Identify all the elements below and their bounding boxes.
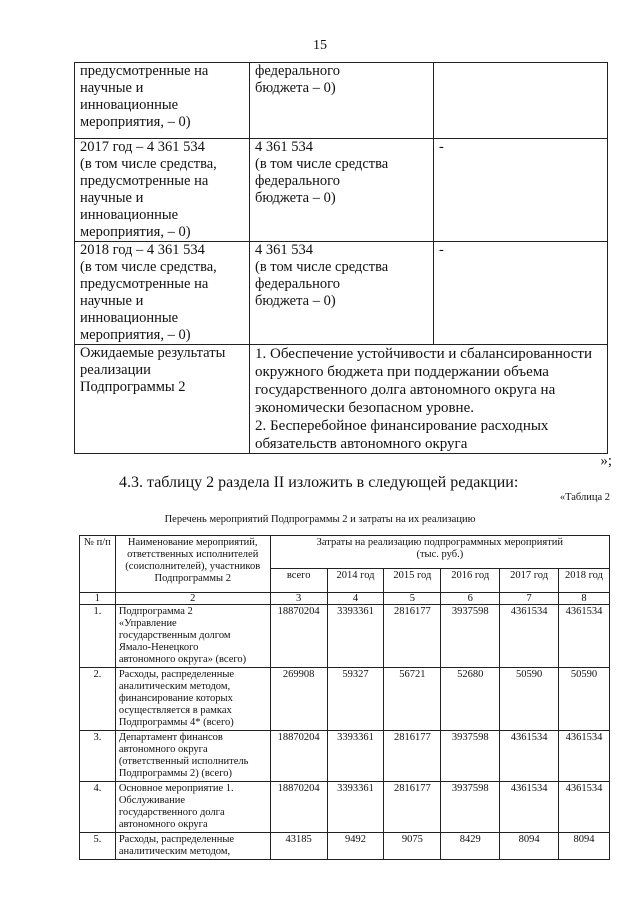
name-line: Расходы, распределенные: [118, 834, 235, 845]
header-line: Затраты на реализацию подпрограммных мероприятий: [316, 537, 564, 548]
cell-line: инновационные: [80, 310, 179, 326]
header-line: (тыс. руб.): [416, 549, 464, 560]
value-total: 269908: [270, 668, 327, 731]
header-line: (соисполнителей), участников: [125, 561, 261, 572]
cell-line: 2018 год – 4 361 534: [80, 242, 205, 258]
value-2017: 50590: [500, 668, 559, 731]
header-line: Подпрограммы 2: [154, 573, 231, 584]
funding-amount-cell: [250, 242, 434, 345]
row-name: [115, 731, 270, 782]
name-line: автономного округа: [118, 819, 208, 830]
column-index: 4: [327, 593, 384, 605]
table-row: [80, 668, 610, 731]
cell-line: 4 361 534: [255, 242, 313, 258]
value-2016: 8429: [441, 833, 500, 860]
value-total: 18870204: [270, 782, 327, 833]
value-total: 18870204: [270, 731, 327, 782]
value-2015: 2816177: [384, 731, 441, 782]
row-name: [115, 782, 270, 833]
row-num: 4.: [80, 782, 116, 833]
name-line: Подпрограммы 4* (всего): [118, 717, 234, 728]
name-line: финансирование которых: [118, 693, 233, 704]
cell-line: мероприятия, – 0): [80, 327, 191, 343]
column-index: 3: [270, 593, 327, 605]
cell-line: научные и: [80, 293, 144, 309]
column-index: 5: [384, 593, 441, 605]
cell-line: Ожидаемые результаты: [80, 345, 226, 361]
events-table: [79, 535, 610, 860]
result-line: государственного долга автономного округа на: [255, 382, 556, 398]
value-2017: 4361534: [500, 782, 559, 833]
row-num: 1.: [80, 605, 116, 668]
value-2015: 2816177: [384, 605, 441, 668]
value-2018: 50590: [559, 668, 610, 731]
cell-line: научные и: [80, 190, 144, 206]
column-index: 1: [80, 593, 116, 605]
cell-line: предусмотренные на: [80, 276, 209, 292]
passport-row: [75, 63, 608, 139]
name-line: государственным долгом: [118, 630, 231, 641]
funding-other-cell: [434, 139, 608, 242]
cell-line: (в том числе средства: [255, 259, 389, 275]
header-col-2014: 2014 год: [327, 569, 384, 593]
header-name: [115, 536, 270, 593]
closing-quote: »;: [600, 453, 612, 469]
value-2016: 3937598: [441, 605, 500, 668]
passport-table: [74, 62, 608, 454]
header-col-2018: 2018 год: [559, 569, 610, 593]
column-index-row: [80, 593, 610, 605]
cell-line: (в том числе средства: [255, 156, 389, 172]
header-row: [80, 536, 610, 569]
name-line: государственного долга: [118, 807, 225, 818]
table-label: «Таблица 2: [559, 492, 610, 503]
name-line: Департамент финансов: [118, 732, 223, 743]
cell-line: инновационные: [80, 207, 179, 223]
passport-row: [75, 242, 608, 345]
column-index: 8: [559, 593, 610, 605]
name-line: Подпрограмма 2: [118, 606, 193, 617]
cell-line: 2017 год – 4 361 534: [80, 139, 205, 155]
value-2015: 2816177: [384, 782, 441, 833]
cell-line: -: [439, 139, 444, 155]
row-name: [115, 605, 270, 668]
value-2018: 4361534: [559, 605, 610, 668]
row-name: [115, 833, 270, 860]
header-col-total: всего: [270, 569, 327, 593]
value-2014: 59327: [327, 668, 384, 731]
name-line: автономного округа» (всего): [118, 654, 247, 665]
value-2017: 4361534: [500, 605, 559, 668]
cell-line: реализации: [80, 362, 151, 378]
cell-line: Подпрограммы 2: [80, 379, 186, 395]
cell-line: предусмотренные на: [80, 173, 209, 189]
table-row: [80, 833, 610, 860]
header-costs: [270, 536, 609, 569]
header-col-2016: 2016 год: [441, 569, 500, 593]
cell-line: -: [439, 242, 444, 258]
cell-line: инновационные: [80, 97, 179, 113]
row-num: 5.: [80, 833, 116, 860]
cell-line: бюджета – 0): [255, 293, 336, 309]
result-line: обязательств автономного округа: [255, 436, 468, 452]
column-index: 6: [441, 593, 500, 605]
funding-other-cell: [434, 63, 608, 139]
cell-line: научные и: [80, 80, 144, 96]
name-line: Расходы, распределенные: [118, 669, 235, 680]
header-col-2015: 2015 год: [384, 569, 441, 593]
cell-line: федерального: [255, 63, 340, 79]
cell-line: 4 361 534: [255, 139, 313, 155]
value-2018: 8094: [559, 833, 610, 860]
row-num: 2.: [80, 668, 116, 731]
value-2014: 9492: [327, 833, 384, 860]
expected-results-row: [75, 345, 608, 454]
amendment-instruction: 4.3. таблицу 2 раздела II изложить в следующей редакции:: [119, 474, 519, 491]
cell-line: мероприятия, – 0): [80, 114, 191, 130]
value-total: 43185: [270, 833, 327, 860]
table-row: [80, 731, 610, 782]
cell-line: федерального: [255, 276, 340, 292]
column-index: 7: [500, 593, 559, 605]
cell-line: мероприятия, – 0): [80, 224, 191, 240]
name-line: Основное мероприятие 1.: [118, 783, 234, 794]
value-2014: 3393361: [327, 605, 384, 668]
passport-row: [75, 139, 608, 242]
funding-period-cell: [75, 63, 250, 139]
header-col-2017: 2017 год: [500, 569, 559, 593]
funding-period-cell: [75, 242, 250, 345]
row-num: 3.: [80, 731, 116, 782]
value-2018: 4361534: [559, 731, 610, 782]
name-line: Обслуживание: [118, 795, 186, 806]
header-line: ответственных исполнителей: [127, 549, 259, 560]
cell-line: (в том числе средства,: [80, 156, 217, 172]
value-2018: 4361534: [559, 782, 610, 833]
table-row: [80, 782, 610, 833]
name-line: аналитическим методом,: [118, 846, 231, 857]
funding-amount-cell: [250, 139, 434, 242]
cell-line: (в том числе средства,: [80, 259, 217, 275]
expected-results-label: [75, 345, 250, 454]
column-index: 2: [115, 593, 270, 605]
name-line: «Управление: [118, 618, 177, 629]
name-line: аналитическим методом,: [118, 681, 231, 692]
cell-line: бюджета – 0): [255, 190, 336, 206]
value-2017: 4361534: [500, 731, 559, 782]
result-line: 2. Бесперебойное финансирование расходных: [255, 418, 549, 434]
table-row: [80, 605, 610, 668]
expected-results-text: [250, 345, 608, 454]
name-line: автономного округа: [118, 744, 208, 755]
name-line: осуществляется в рамках: [118, 705, 232, 716]
value-2016: 3937598: [441, 731, 500, 782]
value-total: 18870204: [270, 605, 327, 668]
value-2016: 52680: [441, 668, 500, 731]
value-2014: 3393361: [327, 782, 384, 833]
row-name: [115, 668, 270, 731]
result-line: окружного бюджета при поддержании объема: [255, 364, 549, 380]
name-line: Подпрограммы 2) (всего): [118, 768, 232, 779]
result-line: 1. Обеспечение устойчивости и сбалансированности: [255, 346, 592, 362]
funding-other-cell: [434, 242, 608, 345]
cell-line: федерального: [255, 173, 340, 189]
value-2014: 3393361: [327, 731, 384, 782]
value-2017: 8094: [500, 833, 559, 860]
result-line: экономически безопасном уровне.: [255, 400, 474, 416]
funding-period-cell: [75, 139, 250, 242]
name-line: Ямало-Ненецкого: [118, 642, 199, 653]
table-caption: Перечень мероприятий Подпрограммы 2 и затраты на их реализацию: [164, 514, 476, 525]
value-2016: 3937598: [441, 782, 500, 833]
name-line: (ответственный исполнитель: [118, 756, 249, 767]
page-number: 15: [313, 38, 327, 53]
funding-amount-cell: [250, 63, 434, 139]
cell-line: предусмотренные на: [80, 63, 209, 79]
header-line: Наименование мероприятий,: [127, 537, 258, 548]
value-2015: 56721: [384, 668, 441, 731]
header-num: № п/п: [80, 536, 116, 593]
value-2015: 9075: [384, 833, 441, 860]
cell-line: бюджета – 0): [255, 80, 336, 96]
